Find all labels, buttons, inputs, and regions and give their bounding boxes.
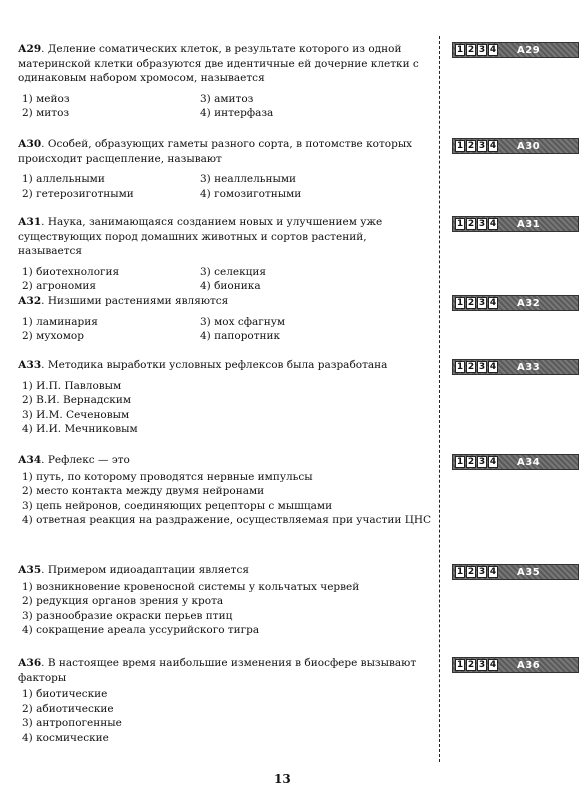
answer-cell-1[interactable]: 1 (456, 45, 464, 55)
question-stem: Рефлекс — это (47, 454, 130, 466)
answer-cells (455, 456, 499, 468)
option-3[interactable]: 3) цепь нейронов, соединяющих рецепторы с мышцами (22, 499, 333, 512)
answer-cell-2[interactable]: 2 (467, 362, 475, 372)
question-a35: А35. Примером идиоадаптации является 1) возникновение кровеносной системы у кольчатых червей 2) редукция органов зрения у крота 3) разнообразие окраски перьев птиц 4) сокращение ареала уссурийского тигра (18, 563, 433, 638)
answer-cell-4[interactable]: 4 (489, 660, 497, 670)
option-3[interactable]: 3) разнообразие окраски перьев птиц (22, 609, 233, 622)
question-number: А30 (18, 138, 42, 150)
question-number: А32 (18, 295, 42, 307)
option-2[interactable]: 2) абиотические (22, 702, 114, 715)
question-stem: Методика выработки условных рефлексов была разработана (47, 359, 388, 371)
question-number: А35 (18, 564, 42, 576)
answer-cell-4[interactable]: 4 (489, 362, 497, 372)
question-number: А34 (18, 454, 42, 466)
question-a36: А36. В настоящее время наибольшие изменения в биосфере вызывают факторы 1) биотические 2) абиотические 3) антропогенные 4) космические (18, 656, 433, 745)
answer-cell-4[interactable]: 4 (489, 298, 497, 308)
option-4[interactable]: 4) И.И. Мечниковым (22, 423, 138, 435)
option-2[interactable]: 2) митоз (22, 107, 70, 119)
option-2[interactable]: 2) место контакта между двумя нейронами (22, 485, 265, 497)
question-a30: А30. Особей, образующих гаметы разного сорта, в потомстве которых происходит расщепление, называют 1) аллельными 3) неаллельными 2) гетерозиготными 4) гомозиготными (18, 137, 433, 201)
answer-cell-1[interactable]: 1 (456, 457, 464, 467)
question-number: А36 (18, 657, 42, 669)
answer-box-a34[interactable] (452, 454, 579, 470)
answer-cell-2[interactable]: 2 (467, 219, 475, 229)
answer-box-code: А31 (517, 218, 541, 230)
answer-cell-3[interactable]: 3 (478, 298, 486, 308)
question-stem: Деление соматических клеток, в результате которого из одной материнской клетки образуются две идентичные ей дочерние клетки с одинаковым набором хромосом, называется (18, 43, 419, 84)
answer-box-a31[interactable] (452, 216, 579, 232)
answer-cell-4[interactable]: 4 (489, 567, 497, 577)
answer-cell-2[interactable]: 2 (467, 141, 475, 151)
option-3[interactable]: 3) мох сфагнум (200, 315, 286, 328)
answer-cell-4[interactable]: 4 (489, 457, 497, 467)
answer-box-code: А30 (517, 140, 541, 152)
option-2[interactable]: 2) агрономия (22, 280, 97, 292)
answer-cells (455, 297, 499, 309)
option-1[interactable]: 1) мейоз (22, 92, 70, 105)
option-4[interactable]: 4) интерфаза (200, 107, 274, 119)
option-4[interactable]: 4) бионика (200, 280, 261, 292)
option-1[interactable]: 1) биотические (22, 688, 108, 700)
answer-box-code: А34 (517, 456, 541, 468)
option-2[interactable]: 2) гетерозиготными (22, 187, 134, 200)
options (18, 92, 433, 121)
answer-cell-4[interactable]: 4 (489, 219, 497, 229)
question-a33: А33. Методика выработки условных рефлексов была разработана 1) И.П. Павловым 2) В.И. Вернадским 3) И.М. Сеченовым 4) И.И. Мечниковым (18, 358, 433, 437)
answer-cells (455, 361, 499, 373)
answer-cell-1[interactable]: 1 (456, 219, 464, 229)
answer-cell-1[interactable]: 1 (456, 141, 464, 151)
answer-cells (455, 659, 499, 671)
question-stem: В настоящее время наибольшие изменения в биосфере вызывают факторы (18, 657, 417, 684)
question-stem: Низшими растениями являются (47, 295, 229, 307)
option-1[interactable]: 1) аллельными (22, 173, 105, 185)
answer-cells (455, 140, 499, 152)
answer-box-a30[interactable] (452, 138, 579, 154)
options (18, 265, 433, 294)
option-1[interactable]: 1) путь, по которому проводятся нервные импульсы (22, 470, 313, 483)
answer-cells (455, 566, 499, 578)
option-2[interactable]: 2) редукция органов зрения у крота (22, 595, 224, 607)
page-number: 13 (274, 772, 291, 786)
answer-cell-2[interactable]: 2 (467, 45, 475, 55)
answer-box-a32[interactable] (452, 295, 579, 311)
option-1[interactable]: 1) возникновение кровеносной системы у кольчатых червей (22, 580, 360, 593)
option-3[interactable]: 3) антропогенные (22, 717, 122, 729)
answer-cells (455, 44, 499, 56)
option-2[interactable]: 2) В.И. Вернадским (22, 394, 131, 406)
answer-box-a35[interactable] (452, 564, 579, 580)
option-2[interactable]: 2) мухомор (22, 330, 84, 342)
answer-cell-3[interactable]: 3 (478, 219, 486, 229)
option-1[interactable]: 1) И.П. Павловым (22, 379, 122, 392)
answer-cell-2[interactable]: 2 (467, 298, 475, 308)
option-4[interactable]: 4) гомозиготными (200, 187, 302, 200)
option-3[interactable]: 3) селекция (200, 265, 267, 278)
answer-box-a29[interactable] (452, 42, 579, 58)
answer-cell-1[interactable]: 1 (456, 567, 464, 577)
question-stem: Особей, образующих гаметы разного сорта, в потомстве которых происходит расщепление, называют (18, 138, 413, 165)
option-4[interactable]: 4) сокращение ареала уссурийского тигра (22, 624, 260, 636)
question-stem: Наука, занимающаяся созданием новых и улучшением уже существующих пород домашних животных и сортов растений, называется (18, 216, 383, 257)
answer-cell-2[interactable]: 2 (467, 567, 475, 577)
answer-box-a33[interactable] (452, 359, 579, 375)
option-3[interactable]: 3) И.М. Сеченовым (22, 408, 130, 421)
answer-cell-1[interactable]: 1 (456, 362, 464, 372)
answer-box-a36[interactable] (452, 657, 579, 673)
question-number: А29 (18, 43, 42, 55)
option-3[interactable]: 3) амитоз (200, 92, 254, 105)
answer-cell-3[interactable]: 3 (478, 567, 486, 577)
option-4[interactable]: 4) космические (22, 731, 109, 744)
answer-cell-3[interactable]: 3 (478, 45, 486, 55)
answer-box-code: А33 (517, 361, 541, 373)
options (18, 470, 433, 528)
question-stem: Примером идиоадаптации является (47, 564, 249, 576)
options (18, 580, 433, 638)
option-3[interactable]: 3) неаллельными (200, 173, 297, 185)
cut-line-divider (439, 36, 440, 762)
option-4[interactable]: 4) ответная реакция на раздражение, осуществляемая при участии ЦНС (22, 514, 432, 526)
answer-cells (455, 218, 499, 230)
answer-cell-3[interactable]: 3 (478, 457, 486, 467)
answer-cell-2[interactable]: 2 (467, 660, 475, 670)
option-4[interactable]: 4) папоротник (200, 330, 281, 342)
question-a34: А34. Рефлекс — это 1) путь, по которому проводятся нервные импульсы 2) место контакта между двумя нейронами 3) цепь нейронов, соединяющих рецепторы с мышцами 4) ответная реакция на раздражение, осуществляемая при участии ЦНС (18, 454, 432, 526)
answer-box-code: А32 (517, 297, 541, 309)
answer-box-code: А35 (517, 566, 541, 578)
option-1[interactable]: 1) биотехнология (22, 265, 120, 278)
answer-cell-4[interactable]: 4 (489, 45, 497, 55)
question-number: А31 (18, 216, 42, 228)
question-number: А33 (18, 359, 42, 371)
options (18, 172, 433, 201)
answer-cell-1[interactable]: 1 (456, 298, 464, 308)
answer-cell-4[interactable]: 4 (489, 141, 497, 151)
answer-box-code: А36 (517, 659, 541, 671)
options (18, 687, 433, 745)
answer-box-code: А29 (517, 44, 541, 56)
answer-cell-2[interactable]: 2 (467, 457, 475, 467)
question-a31: А31. Наука, занимающаяся созданием новых и улучшением уже существующих пород домашних животных и сортов растений, называется 1) биотехнология 3) селекция 2) агрономия 4) бионика (18, 215, 433, 294)
options (18, 315, 433, 344)
question-a29: А29. Деление соматических клеток, в результате которого из одной материнской клетки образуются две идентичные ей дочерние клетки с одинаковым набором хромосом, называется 1) мейоз 3) амитоз 2) митоз 4) интерфаза (18, 42, 433, 121)
answer-cell-1[interactable]: 1 (456, 660, 464, 670)
answer-cell-3[interactable]: 3 (478, 141, 486, 151)
question-a32: А32. Низшими растениями являются 1) ламинария 3) мох сфагнум 2) мухомор 4) папоротник (18, 294, 433, 344)
answer-cell-3[interactable]: 3 (478, 362, 486, 372)
options (18, 379, 433, 437)
option-1[interactable]: 1) ламинария (22, 315, 98, 328)
answer-cell-3[interactable]: 3 (478, 660, 486, 670)
